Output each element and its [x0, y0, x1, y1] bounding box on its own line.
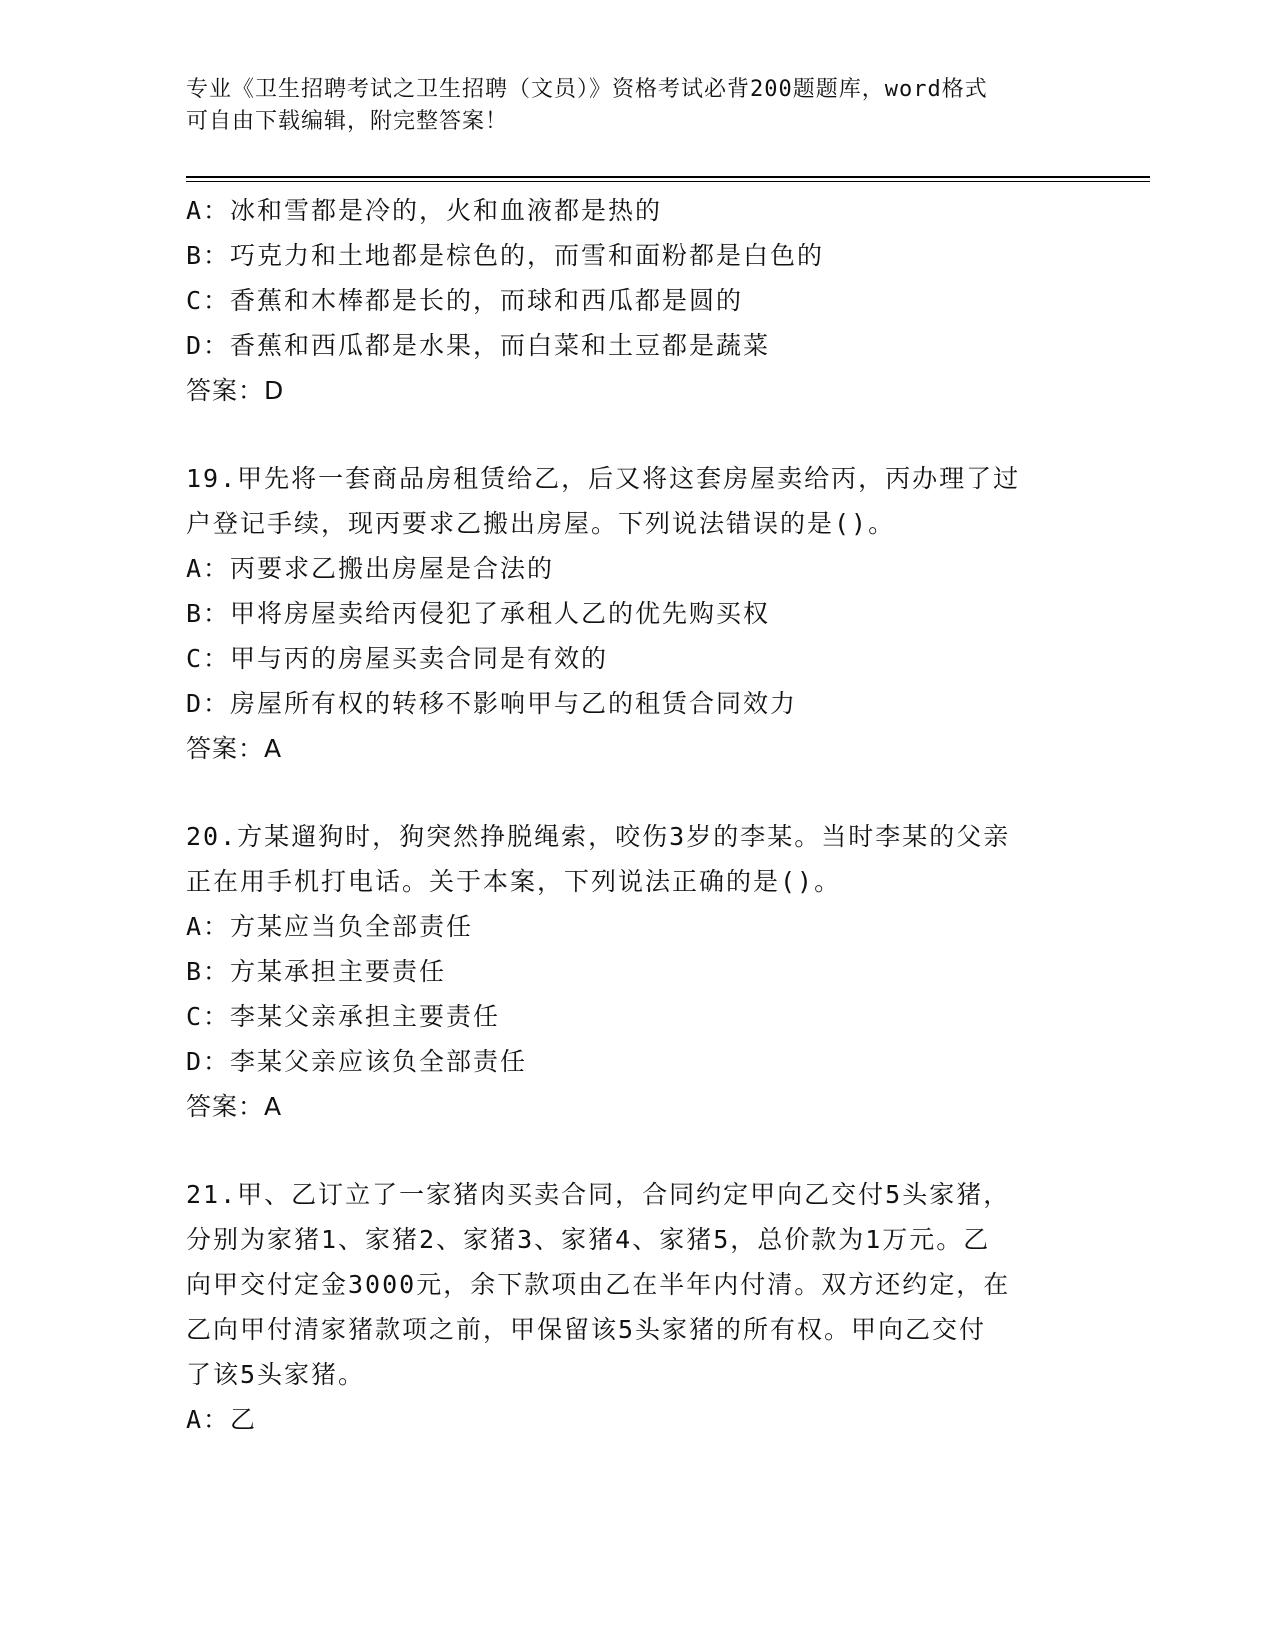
question-20-block [186, 814, 1086, 1129]
question-text-line-2: 分别为家猪1、家猪2、家猪3、家猪4、家猪5，总价款为1万元。乙 [186, 1225, 991, 1254]
option-d: D：房屋所有权的转移不影响甲与乙的租赁合同效力 [186, 689, 798, 718]
question-text-line-2: 户登记手续，现丙要求乙搬出房屋。下列说法错误的是()。 [186, 509, 896, 538]
document-header [186, 74, 1086, 138]
option-d: D：香蕉和西瓜都是水果，而白菜和土豆都是蔬菜 [186, 331, 771, 360]
answer-line: 答案：A [186, 1092, 283, 1121]
question-text-line-5: 了该5头家猪。 [186, 1360, 366, 1389]
option-b: B：方某承担主要责任 [186, 957, 447, 986]
question-text-line-3: 向甲交付定金3000元，余下款项由乙在半年内付清。双方还约定，在 [186, 1270, 1011, 1299]
answer-line: 答案：A [186, 734, 283, 763]
option-a: A：方某应当负全部责任 [186, 912, 474, 941]
option-a: A：冰和雪都是冷的，火和血液都是热的 [186, 196, 663, 225]
question-21-block [186, 1172, 1086, 1442]
header-rule-thick [186, 176, 1150, 178]
option-c: C：香蕉和木棒都是长的，而球和西瓜都是圆的 [186, 286, 744, 315]
header-rule-thin [186, 181, 1150, 182]
question-text-line-2: 正在用手机打电话。关于本案，下列说法正确的是()。 [186, 867, 842, 896]
question-text-line-4: 乙向甲付清家猪款项之前，甲保留该5头家猪的所有权。甲向乙交付 [186, 1315, 987, 1344]
option-a: A：乙 [186, 1405, 258, 1434]
question-text-line-1: 20.方某遛狗时，狗突然挣脱绳索，咬伤3岁的李某。当时李某的父亲 [186, 822, 1011, 851]
option-c: C：甲与丙的房屋买卖合同是有效的 [186, 644, 609, 673]
header-line-2: 可自由下载编辑，附完整答案！ [186, 109, 509, 134]
option-c: C：李某父亲承担主要责任 [186, 1002, 501, 1031]
question-19-block [186, 456, 1086, 771]
option-b: B：甲将房屋卖给丙侵犯了承租人乙的优先购买权 [186, 599, 771, 628]
prev-question-block [186, 188, 1086, 413]
option-a: A：丙要求乙搬出房屋是合法的 [186, 554, 555, 583]
question-text-line-1: 21.甲、乙订立了一家猪肉买卖合同，合同约定甲向乙交付5头家猪， [186, 1180, 1011, 1209]
answer-line: 答案：D [186, 376, 285, 405]
document-body [186, 188, 1086, 1442]
option-b: B：巧克力和土地都是棕色的，而雪和面粉都是白色的 [186, 241, 825, 270]
header-line-1: 专业《卫生招聘考试之卫生招聘（文员）》资格考试必背200题题库，word格式 [186, 77, 988, 102]
option-d: D：李某父亲应该负全部责任 [186, 1047, 528, 1076]
question-text-line-1: 19.甲先将一套商品房租赁给乙，后又将这套房屋卖给丙，丙办理了过 [186, 464, 1021, 493]
